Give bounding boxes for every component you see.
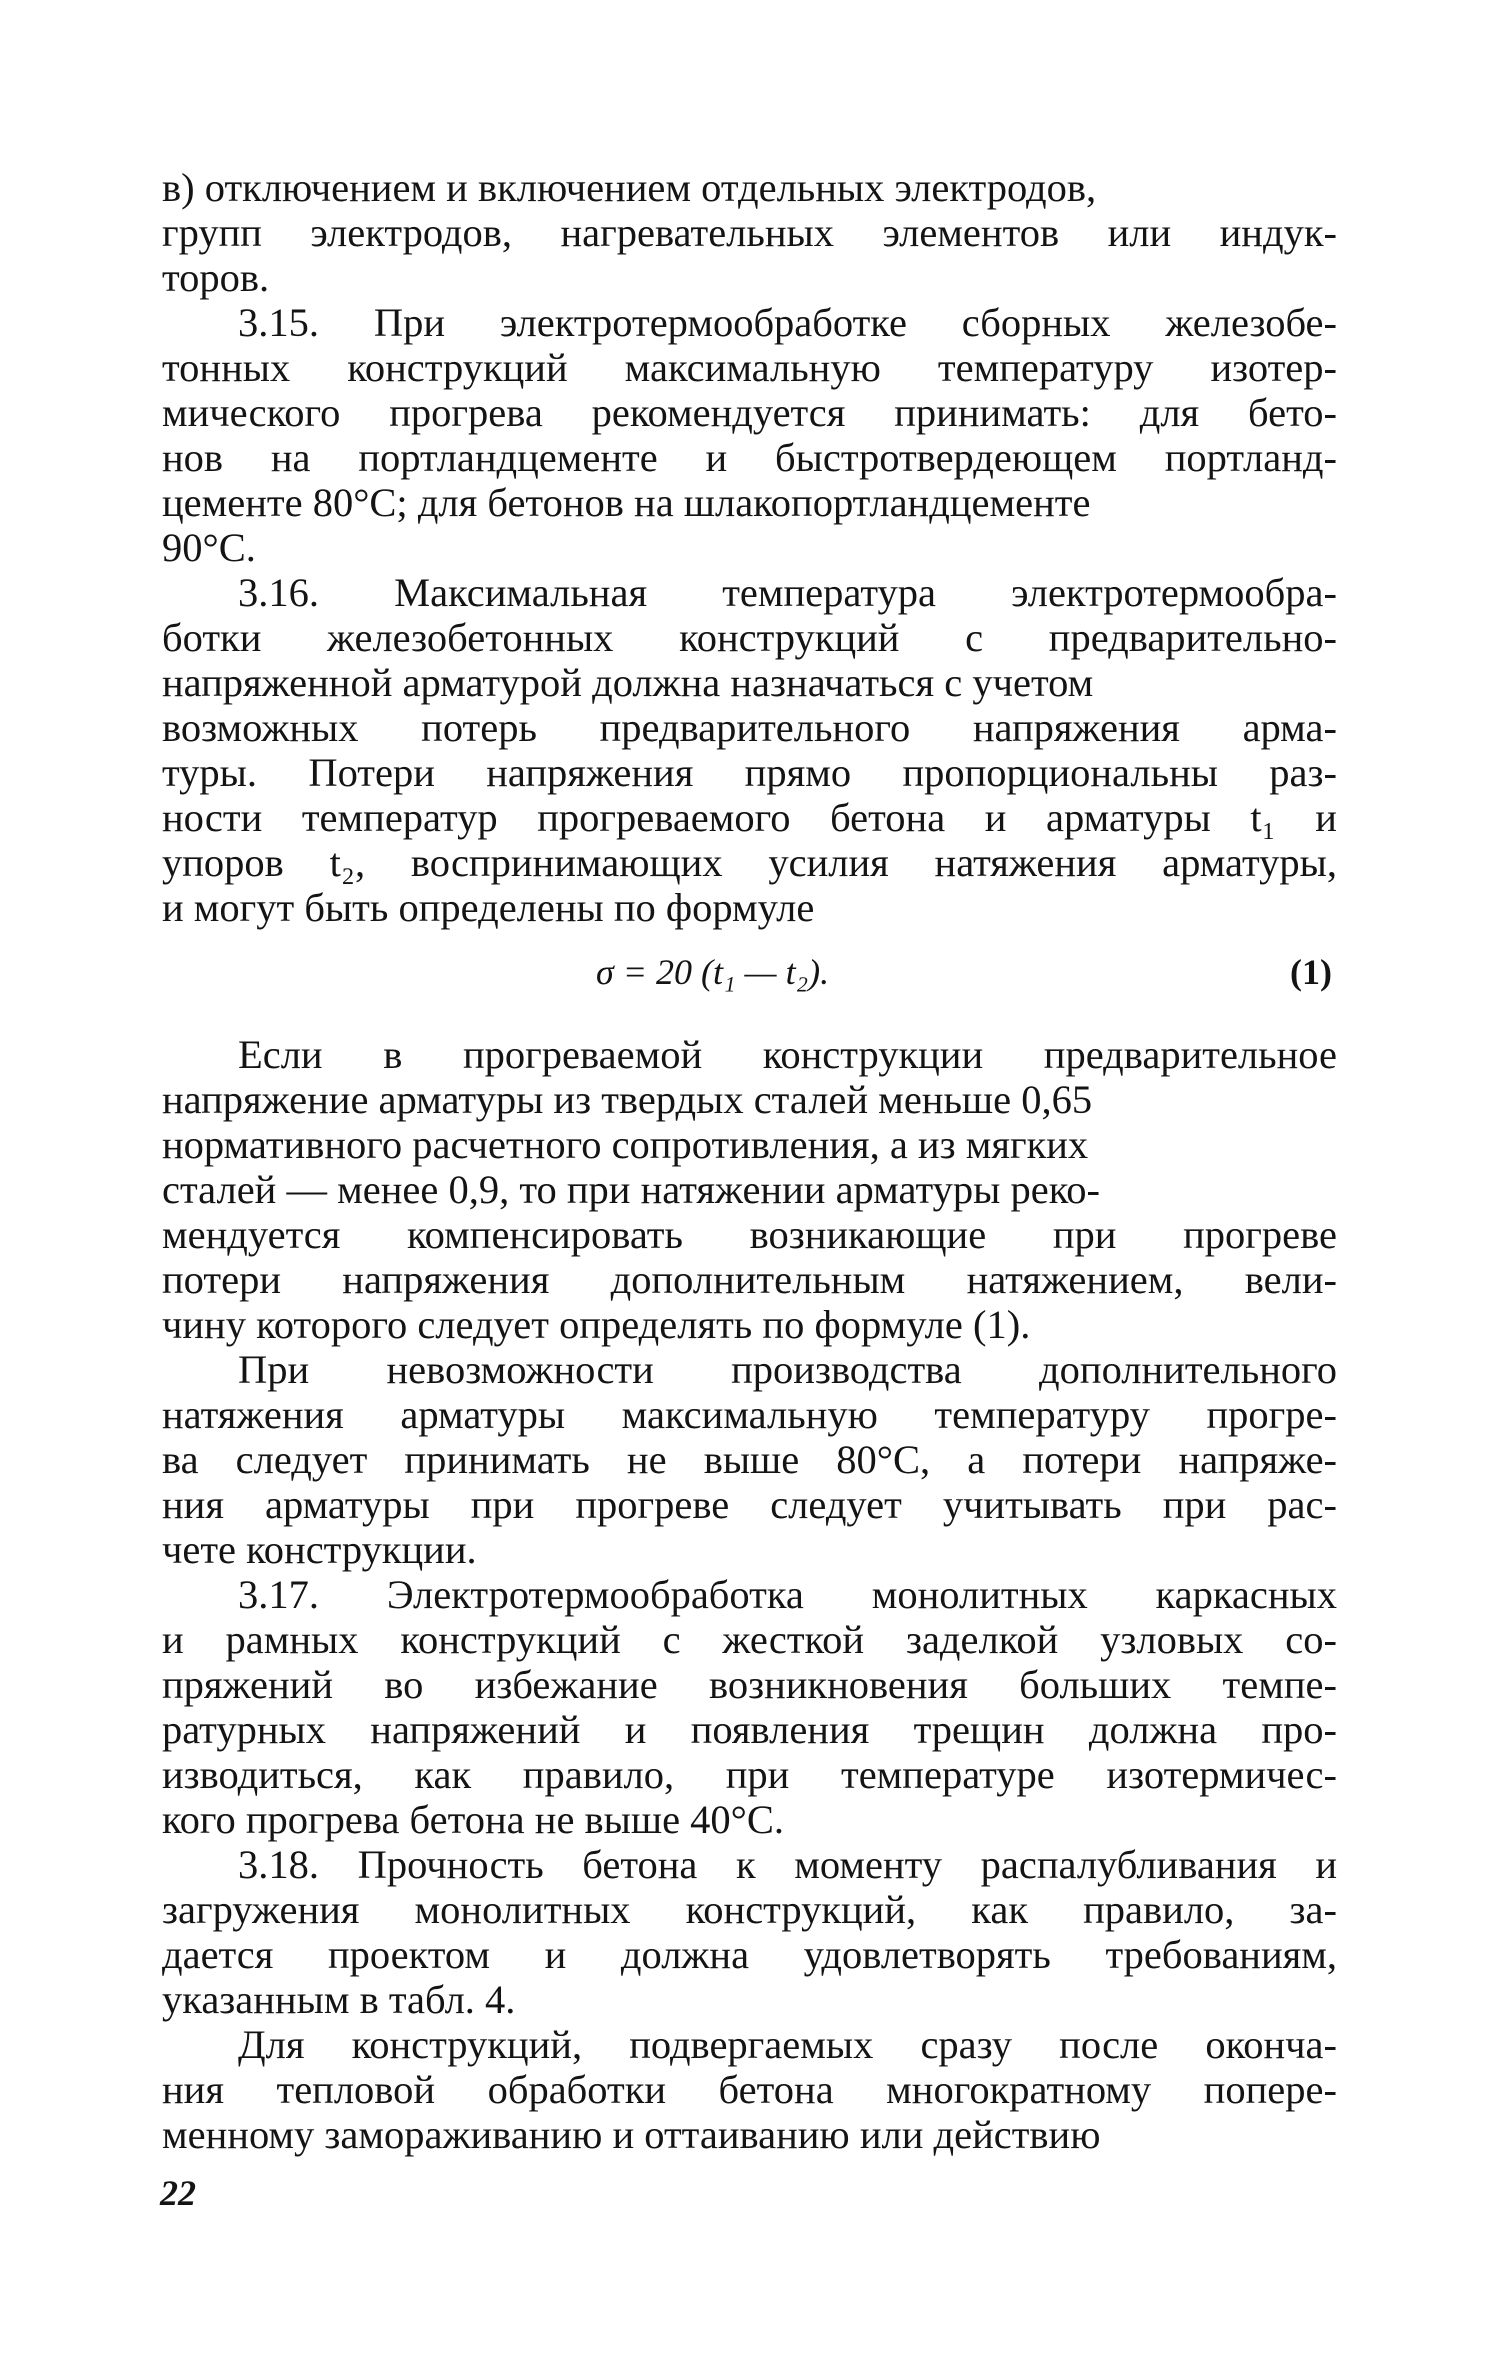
text-line	[0, 388, 1501, 438]
text-line	[0, 478, 1501, 528]
text-line-content: сталей — менее 0,9, то при натяжении арматуры реко-	[162, 1167, 1101, 1212]
text-line-content: туры. Потери напряжения прямо пропорциональны раз-	[162, 750, 1338, 795]
text-line	[0, 433, 1501, 483]
text-line-content: мендуется компенсировать возникающие при прогреве	[162, 1212, 1338, 1257]
text-line	[0, 2110, 1501, 2160]
text-line-content: мического прогрева рекомендуется принимать: для бето-	[162, 390, 1337, 435]
formula	[0, 944, 1501, 1000]
text-line-content: чину которого следует определять по формуле (1).	[162, 1302, 1031, 1347]
text-line	[0, 658, 1501, 708]
text-line-content: пряжений во избежание возникновения больших темпе-	[162, 1662, 1338, 1707]
formula-number: (1)	[1290, 952, 1332, 992]
text-line-content: дается проектом и должна удовлетворять требованиям,	[162, 1932, 1338, 1977]
text-line-content: изводиться, как правило, при температуре изотермичес-	[162, 1752, 1338, 1797]
section-heading-3-18	[0, 1840, 1501, 1890]
text-line	[0, 1885, 1501, 1935]
text-line-content: и могут быть определены по формуле	[162, 885, 815, 930]
text-line-content: менному замораживанию и оттаиванию или действию	[162, 2112, 1101, 2157]
section-heading-3-16	[0, 568, 1501, 618]
text-line-content: При невозможности производства дополнительного	[238, 1347, 1337, 1392]
text-line	[0, 838, 1501, 888]
text-line-content: нов на портландцементе и быстротвердеющем портланд-	[162, 435, 1337, 480]
text-line	[0, 748, 1501, 798]
text-line	[0, 883, 1501, 933]
text-line	[0, 1210, 1501, 1260]
text-line-content: возможных потерь предварительного напряжения арма-	[162, 705, 1338, 750]
text-line-content: ратурных напряжений и появления трещин должна про-	[162, 1707, 1338, 1752]
text-line-content: 3.17. Электротермообработка монолитных каркасных	[238, 1572, 1337, 1617]
text-line-content: упоров t₂, воспринимающих усилия натяжения арматуры,	[162, 840, 1337, 885]
text-line	[0, 1390, 1501, 1440]
section-heading-3-15	[0, 298, 1501, 348]
text-line-content: напряженной арматурой должна назначаться с учетом	[162, 660, 1094, 705]
text-line	[0, 1660, 1501, 1710]
text-line	[0, 1165, 1501, 1215]
text-line-content: натяжения арматуры максимальную температуру прогре-	[162, 1392, 1337, 1437]
text-line-content: указанным в табл. 4.	[162, 1977, 516, 2022]
text-line	[0, 523, 1501, 573]
text-line	[0, 1930, 1501, 1980]
text-line-content: ности температур прогреваемого бетона и арматуры t₁ и	[162, 795, 1337, 840]
text-line	[0, 1975, 1501, 2025]
text-line-content: и рамных конструкций с жесткой заделкой узловых со-	[162, 1617, 1337, 1662]
text-line-content: нормативного расчетного сопротивления, а из мягких	[162, 1122, 1089, 1167]
text-line-content: ботки железобетонных конструкций с предварительно-	[162, 615, 1337, 660]
text-line	[0, 1750, 1501, 1800]
text-line-content: Для конструкций, подвергаемых сразу после оконча-	[238, 2022, 1337, 2067]
text-line-content: цементе 80°С; для бетонов на шлакопортландцементе	[162, 480, 1091, 525]
text-line-content: 3.16. Максимальная температура электротермообра-	[238, 570, 1337, 615]
text-line	[0, 2020, 1501, 2070]
text-line-content: 90°С.	[162, 525, 256, 570]
text-line	[0, 1795, 1501, 1845]
text-line	[0, 1030, 1501, 1080]
text-line-content: ния арматуры при прогреве следует учитывать при рас-	[162, 1482, 1337, 1527]
text-line-content: тонных конструкций максимальную температуру изотер-	[162, 345, 1338, 390]
text-line	[0, 1120, 1501, 1170]
text-line	[0, 163, 1501, 213]
text-line	[0, 793, 1501, 843]
text-line	[0, 208, 1501, 258]
text-line-content: ния тепловой обработки бетона многократному попере-	[162, 2067, 1337, 2112]
text-line	[0, 2065, 1501, 2115]
text-line-content: напряжение арматуры из твердых сталей меньше 0,65	[162, 1077, 1093, 1122]
text-line	[0, 1300, 1501, 1350]
text-line-content: 3.18. Прочность бетона к моменту распалубливания и	[238, 1842, 1338, 1887]
text-line	[0, 253, 1501, 303]
text-line	[0, 1255, 1501, 1305]
page-number: 22	[160, 2173, 196, 2213]
text-line-content: ва следует принимать не выше 80°С, а потери напряже-	[162, 1437, 1338, 1482]
text-line	[0, 1480, 1501, 1530]
text-line-content: загружения монолитных конструкций, как правило, за-	[162, 1887, 1337, 1932]
text-line	[0, 703, 1501, 753]
text-line	[0, 613, 1501, 663]
text-line	[0, 343, 1501, 393]
text-line-content: Если в прогреваемой конструкции предварительное	[238, 1032, 1337, 1077]
text-line-content: чете конструкции.	[162, 1527, 477, 1572]
text-line	[0, 1345, 1501, 1395]
formula-expression: σ = 20 (t₁ — t₂).	[596, 952, 830, 992]
text-line-content: кого прогрева бетона не выше 40°С.	[162, 1797, 785, 1842]
text-line-content: торов.	[162, 255, 270, 300]
text-line	[0, 1615, 1501, 1665]
text-line-content: потери напряжения дополнительным натяжением, вели-	[162, 1257, 1337, 1302]
text-line	[0, 1525, 1501, 1575]
text-line	[0, 1435, 1501, 1485]
text-line-content: в) отключением и включением отдельных электродов,	[162, 165, 1097, 210]
text-line	[0, 1075, 1501, 1125]
text-line	[0, 1705, 1501, 1755]
text-line-content: групп электродов, нагревательных элементов или индук-	[162, 210, 1337, 255]
text-line-content: 3.15. При электротермообработке сборных железобе-	[238, 300, 1337, 345]
section-heading-3-17	[0, 1570, 1501, 1620]
